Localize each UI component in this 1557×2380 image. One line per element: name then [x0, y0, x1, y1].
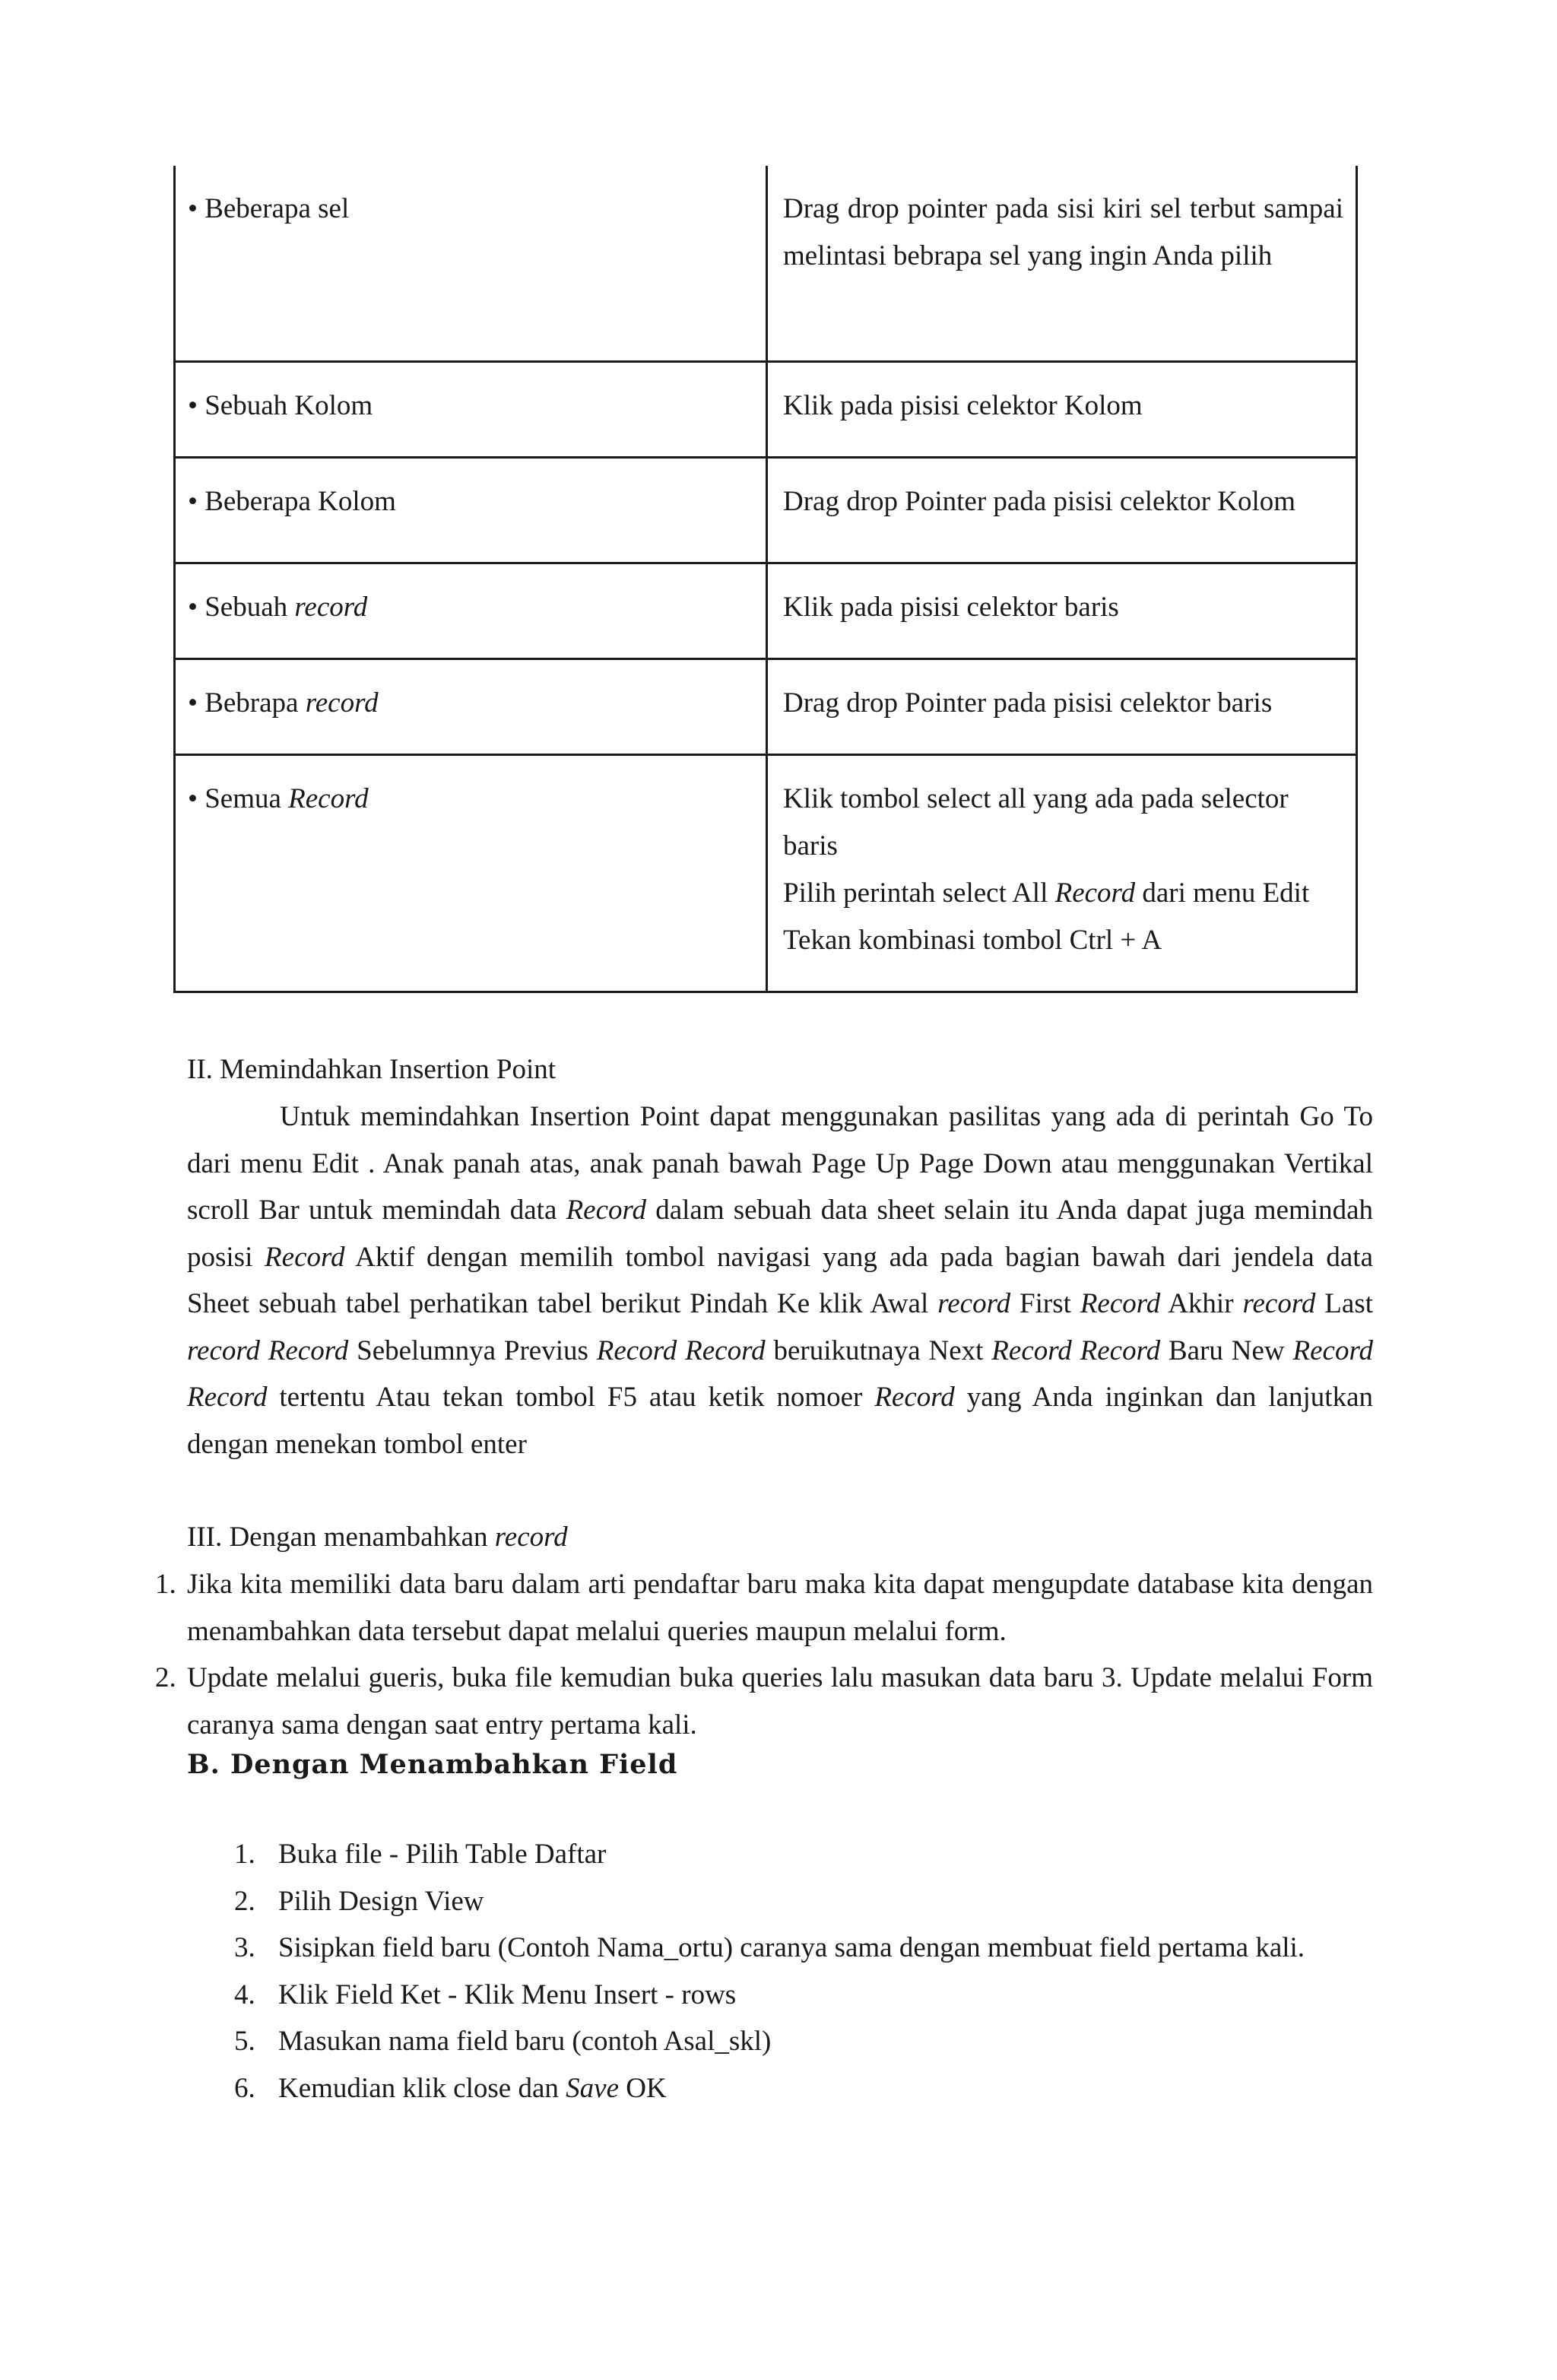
table-cell-item — [175, 361, 767, 457]
list-text: OK — [619, 2072, 667, 2104]
paragraph-text-italic: Record Record — [187, 1334, 1374, 1413]
paragraph-text-italic: Record — [874, 1382, 955, 1413]
section-iii-list — [144, 1561, 1373, 1748]
cell-text: dari menu Edit — [1135, 877, 1310, 909]
paragraph-text: Akhir — [1160, 1288, 1243, 1319]
section-ii-paragraph — [187, 1093, 1373, 1468]
paragraph-text-italic: Record — [1080, 1288, 1161, 1319]
paragraph-text-italic: Record Record — [596, 1334, 766, 1366]
section-b-steps — [228, 1831, 1373, 2112]
table-cell-item — [175, 457, 767, 563]
cell-text-italic: record — [305, 687, 379, 719]
paragraph-text: tertentu Atau tekan tombol F5 atau ketik nomoer — [267, 1382, 875, 1413]
table-cell-item — [175, 166, 767, 361]
list-number: 3. — [234, 1932, 255, 1963]
list-text: Pilih Design View — [278, 1885, 484, 1917]
cell-text: • Beberapa Kolom — [188, 485, 396, 517]
paragraph-text: Aktif dengan memilih tombol navigasi yang ada pada bagian bawah dari jendela data Sheet sebuah tabel perhatikan tabel berikut Pindah Ke klik Awal — [187, 1241, 1373, 1319]
list-number: 5. — [234, 2026, 255, 2057]
table-cell-item — [175, 563, 767, 658]
table-cell-item — [175, 754, 767, 992]
cell-text: • Bebrapa — [188, 687, 306, 719]
list-text: Masukan nama field baru (contoh Asal_skl) — [278, 2026, 772, 2057]
table-row — [175, 166, 1357, 361]
cell-text: Klik tombol select all yang ada pada selector baris — [783, 782, 1289, 862]
paragraph-text: beruikutnaya Next — [765, 1334, 992, 1366]
table-cell-item — [175, 658, 767, 754]
paragraph-text: Baru New — [1160, 1334, 1293, 1366]
cell-text-italic: record — [294, 591, 368, 623]
list-number: 1. — [155, 1569, 176, 1600]
paragraph-text: dalam sebuah data sheet selain itu Anda dapat juga memindah posisi — [187, 1195, 1373, 1273]
table-cell-action — [767, 361, 1357, 457]
table-cell-action — [767, 754, 1357, 992]
list-text: Jika kita memiliki data baru dalam arti pendaftar baru maka kita dapat mengupdate database kita dengan menambahkan data tersebut dapat melalui queries maupun melalui form. — [187, 1569, 1373, 1647]
paragraph-text-italic: record Record — [187, 1334, 349, 1366]
cell-text: Klik pada pisisi celektor baris — [783, 591, 1119, 623]
section-b-heading: B. Dengan Menambahkan Field — [187, 1749, 678, 1780]
cell-text: • Sebuah Kolom — [188, 389, 373, 421]
list-item — [144, 1561, 1373, 1655]
list-text-italic: Save — [566, 2072, 619, 2104]
list-number: 2. — [155, 1662, 176, 1693]
section-iii-heading — [187, 1514, 568, 1561]
table-row — [175, 658, 1357, 754]
cell-text: • Sebuah — [188, 591, 295, 623]
heading-text-italic: record — [494, 1522, 568, 1553]
paragraph-text-italic: Record — [566, 1195, 647, 1226]
cell-text: • Beberapa sel — [188, 193, 350, 224]
list-number: 1. — [234, 1839, 255, 1870]
list-number: 2. — [234, 1885, 255, 1917]
table-row — [175, 563, 1357, 658]
list-item — [228, 2018, 1373, 2065]
table-row — [175, 754, 1357, 992]
table-cell-action — [767, 457, 1357, 563]
list-item — [228, 2065, 1373, 2112]
cell-text: Klik pada pisisi celektor Kolom — [783, 389, 1143, 421]
cell-line — [783, 870, 1343, 917]
table-cell-action — [767, 563, 1357, 658]
list-item — [228, 1878, 1373, 1925]
table-cell-action — [767, 658, 1357, 754]
paragraph-text: First — [1010, 1288, 1080, 1319]
paragraph-text: Sebelumnya Previus — [348, 1334, 597, 1366]
list-item — [144, 1655, 1373, 1748]
paragraph-text-italic: Record — [265, 1241, 345, 1273]
list-item — [228, 1925, 1373, 1972]
cell-text: • Semua — [188, 782, 289, 814]
section-ii-heading: II. Memindahkan Insertion Point — [187, 1054, 557, 1085]
list-text: Klik Field Ket - Klik Menu Insert - rows — [278, 1979, 737, 2010]
list-item — [228, 1972, 1373, 2019]
heading-text: III. Dengan menambahkan — [187, 1522, 495, 1553]
list-text: Update melalui gueris, buka file kemudian buka queries lalu masukan data baru 3. Update melalui Form caranya sama dengan saat entry pertama kali. — [187, 1662, 1373, 1741]
cell-text: Pilih perintah select All — [783, 877, 1055, 909]
list-text: Buka file - Pilih Table Daftar — [278, 1839, 607, 1870]
cell-text: Drag drop Pointer pada pisisi celektor Kolom — [783, 485, 1296, 517]
paragraph-text: yang Anda inginkan dan lanjutkan dengan menekan tombol enter — [187, 1382, 1373, 1460]
table-row — [175, 361, 1357, 457]
list-text: Sisipkan field baru (Contoh Nama_ortu) caranya sama dengan membuat field pertama kali. — [278, 1932, 1305, 1963]
list-item — [228, 1831, 1373, 1878]
paragraph-text-italic: record — [1242, 1288, 1316, 1319]
paragraph-text: Untuk memindahkan Insertion Point dapat menggunakan pasilitas yang ada di perintah Go To dari menu Edit . Anak panah atas, anak panah bawah Page Up Page Down atau menggunakan Vertikal scroll Bar untuk memindah data — [187, 1101, 1373, 1226]
paragraph-text: Last — [1315, 1288, 1373, 1319]
list-text: Kemudian klik close dan — [278, 2072, 566, 2104]
paragraph-text-italic: Record Record — [991, 1334, 1161, 1366]
cell-text-italic: Record — [1054, 877, 1136, 909]
cell-text-italic: Record — [288, 782, 369, 814]
cell-text: Tekan kombinasi tombol Ctrl + A — [783, 924, 1162, 956]
cell-text: Drag drop pointer pada sisi kiri sel terbut sampai melintasi bebrapa sel yang ingin Anda pilih — [783, 193, 1343, 271]
list-number: 6. — [234, 2072, 255, 2104]
list-number: 4. — [234, 1979, 255, 2010]
table-cell-action — [767, 166, 1357, 361]
paragraph-text-italic: record — [937, 1288, 1011, 1319]
cell-text: Drag drop Pointer pada pisisi celektor baris — [783, 687, 1273, 719]
table-row — [175, 457, 1357, 563]
selection-table — [173, 166, 1358, 993]
